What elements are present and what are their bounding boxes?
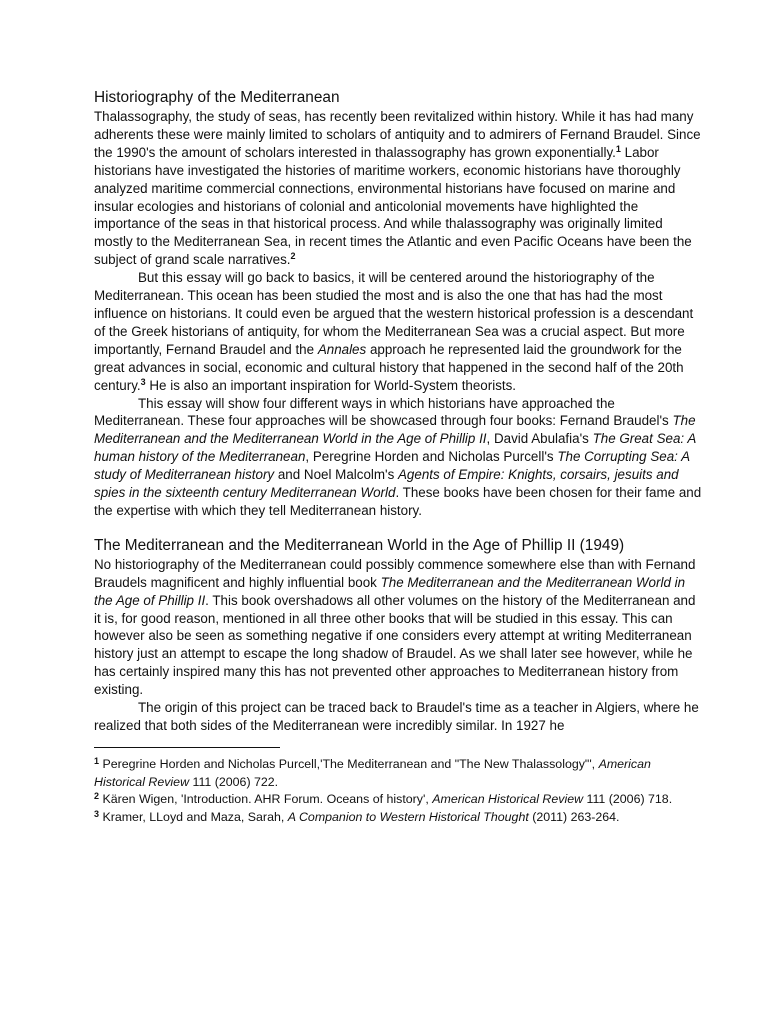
book-title-abulafia: The Great Sea: A human history of the Mediterranean bbox=[94, 431, 696, 465]
essay-title: Historiography of the Mediterranean bbox=[94, 89, 340, 106]
paragraph-origin: The origin of this project can be traced back to Braudel's time as a teacher in Algiers, where he realized that both sides of the Mediterranean were incredibly similar. In 1927 he bbox=[94, 700, 699, 733]
footnote-1 bbox=[94, 756, 702, 791]
footnote-number: 1 bbox=[94, 755, 100, 766]
journal-title: American Historical Review bbox=[94, 756, 651, 789]
text-run: , Peregrine Horden and Nicholas Purcell's bbox=[305, 449, 558, 465]
text-run: Thalassography, the study of seas, has recently been revitalized within history. While it has had many adherents these were mainly limited to scholars of antiquity and to admirers of Fernand Braudel. Since the 1990's the amount of scholars interested in thalassography has grown exponentially. bbox=[94, 109, 701, 160]
book-title-braudel: The Mediterranean and the Mediterranean World in the Age of Phillip II bbox=[94, 574, 686, 608]
text-run: 111 (2006) 722. bbox=[189, 774, 279, 789]
footnote-number: 3 bbox=[94, 808, 100, 819]
text-run: . These books have been chosen for their fame and the expertise with which they tell Mediterranean history. bbox=[94, 485, 702, 518]
book-title-braudel: The Mediterranean and the Mediterranean World in the Age of Phillip II bbox=[94, 413, 696, 447]
text-run: , David Abulafia's bbox=[486, 431, 593, 447]
footnote-ref-1[interactable]: 1 bbox=[615, 143, 621, 154]
footnote-3 bbox=[94, 809, 702, 827]
footnote-ref-3[interactable]: 3 bbox=[140, 376, 146, 387]
text-run: Peregrine Horden and Nicholas Purcell,'The Mediterranean and "The New Thalassology"', bbox=[99, 756, 599, 771]
paragraph-four-books bbox=[94, 395, 702, 520]
paragraph-intro bbox=[94, 108, 702, 269]
text-run: approach he represented laid the groundwork for the great advances in social, economic and cultural history that happened in the second half of the 20th century. bbox=[94, 341, 684, 393]
book-title-malcolm: Agents of Empire: Knights, corsairs, jesuits and spies in the sixteenth century Mediterranean World bbox=[94, 467, 679, 501]
text-run: No historiography of the Mediterranean could possibly commence somewhere else than with Fernand Braudels magnificent and highly influential book bbox=[94, 556, 696, 590]
footnote-number: 2 bbox=[94, 791, 100, 802]
text-run: . This book overshadows all other volumes on the history of the Mediterranean and it is, for good reason, mentioned in all three other books that will be studied in this essay. This can however also be seen as something negative if one considers every attempt at writing Mediterranean history just an attempt to escape the long shadow of Braudel. As we shall later see however, while he has certainly inspired many this has not prevented other approaches to Mediterranean history from existing. bbox=[94, 592, 696, 698]
footnote-2 bbox=[94, 791, 702, 809]
text-run: (2011) 263-264. bbox=[528, 809, 620, 824]
text-run: Kären Wigen, 'Introduction. AHR Forum. Oceans of history', bbox=[99, 792, 433, 807]
text-run: Labor historians have investigated the histories of maritime workers, economic historians have thoroughly analyzed maritime commercial connections, environmental historians have focused on marine and insular ecologies and historians of colonial and anticolonial movements have highlighted the importance of the seas in that historical process. And while thalassography was originally limited mostly to the Mediterranean Sea, in recent times the Atlantic and even Pacific Oceans have been the subject of grand scale narratives. bbox=[94, 144, 692, 268]
journal-title: American Historical Review bbox=[432, 792, 584, 807]
paragraph-basics bbox=[94, 269, 702, 394]
text-run: and Noel Malcolm's bbox=[274, 467, 398, 483]
text-run: But this essay will go back to basics, it will be centered around the historiography of the Mediterranean. This ocean has been studied the most and is also the one that has had the most influence on historians. It could even be argued that the western historical profession is a descendant of the Greek historians of antiquity, for whom the Mediterranean Sea was a crucial aspect. But more importantly, Fernand Braudel and the bbox=[94, 270, 694, 357]
section-heading-braudel: The Mediterranean and the Mediterranean World in the Age of Phillip II (1949) bbox=[94, 536, 625, 554]
footnote-ref-2[interactable]: 2 bbox=[290, 251, 296, 262]
book-title-companion: A Companion to Western Historical Thought bbox=[287, 809, 529, 824]
text-run: Kramer, LLoyd and Maza, Sarah, bbox=[99, 809, 288, 824]
book-title-horden-purcell: The Corrupting Sea: A study of Mediterranean history bbox=[94, 449, 690, 483]
footnote-divider bbox=[94, 747, 280, 748]
text-run: 111 (2006) 718. bbox=[583, 792, 673, 807]
paragraph-braudel-intro bbox=[94, 556, 702, 699]
text-run: This essay will show four different ways in which historians have approached the Mediterranean. These four approaches will be showcased through four books: Fernand Braudel's bbox=[94, 395, 673, 429]
text-run: He is also an important inspiration for World-System theorists. bbox=[145, 377, 517, 393]
italic-annales: Annales bbox=[317, 341, 367, 357]
